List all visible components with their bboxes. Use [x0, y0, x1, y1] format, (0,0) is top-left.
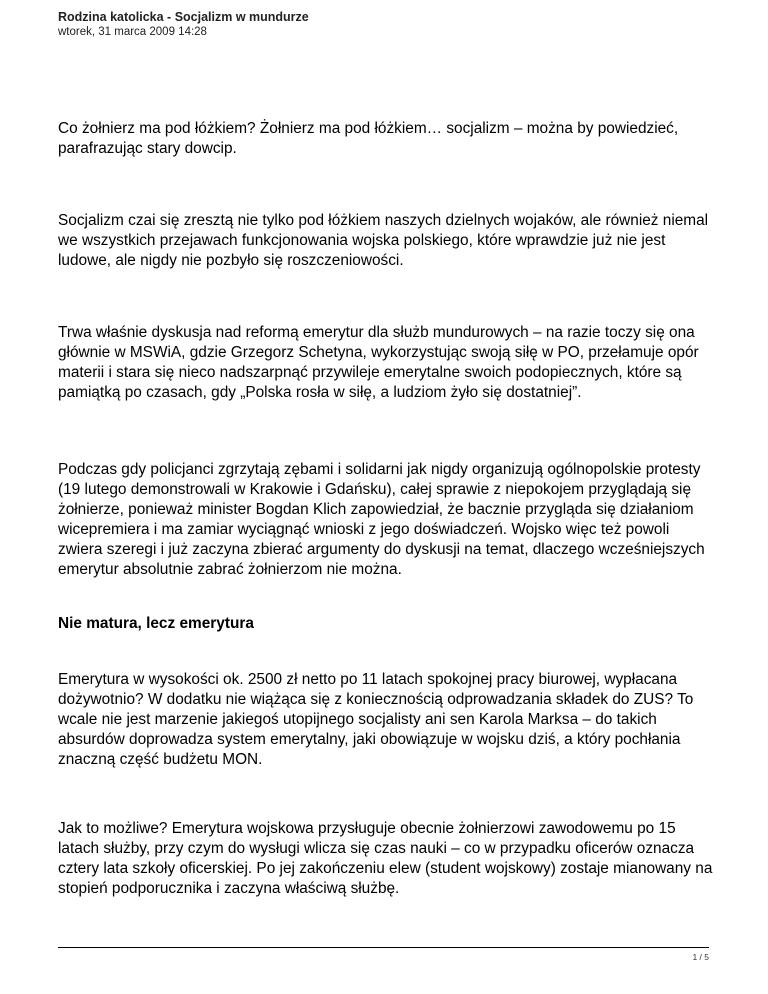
document-date: wtorek, 31 marca 2009 14:28: [58, 26, 207, 38]
paragraph-5: Emerytura w wysokości ok. 2500 zł netto po 11 latach spokojnej pracy biurowej, wypłacana dożywotnio? W dodatku nie wiążąca się z koniecznością odprowadzania składek do ZUS? To wcale nie jest marzenie jakiegoś utopijnego socjalisty ani sen Karola Marksa – do takich absurdów doprowadza system emerytalny, jaki obowiązuje w wojsku dziś, a który pochłania znaczną część budżetu MON.: [58, 671, 694, 768]
page-header: [58, 9, 309, 39]
footer-divider: [58, 947, 709, 948]
paragraph-1: Co żołnierz ma pod łóżkiem? Żołnierz ma pod łóżkiem… socjalizm – można by powiedzieć, parafrazując stary dowcip.: [58, 120, 679, 157]
paragraph-4: Podczas gdy policjanci zgrzytają zębami i solidarni jak nigdy organizują ogólnopolskie protesty (19 lutego demonstrowali w Krakowie i Gdańsku), całej sprawie z niepokojem przyglądają się żołnierze, ponieważ minister Bogdan Klich zapowiedział, że bacznie przygląda się działaniom wicepremiera i ma zamiar wyciągnąć wnioski z jego doświadczeń. Wojsko więc też powoli zwiera szeregi i już zaczyna zbierać argumenty do dyskusji na temat, dlaczego wcześniejszych emerytur absolutnie zabrać żołnierzom nie można.: [58, 461, 705, 578]
page-number: 1 / 5: [692, 952, 709, 962]
paragraph-3: Trwa właśnie dyskusja nad reformą emerytur dla służb mundurowych – na razie toczy się ona głównie w MSWiA, gdzie Grzegorz Schetyna, wykorzystując swoją siłę w PO, przełamuje opór materii i stara się nieco nadszarpnąć przywileje emerytalne swoich podopiecznych, które są pamiątką po czasach, gdy „Polska rosła w siłę, a ludziom żyło się dostatniej”.: [58, 324, 699, 401]
section-heading: Nie matura, lecz emerytura: [58, 615, 254, 632]
paragraph-2: Socjalizm czai się zresztą nie tylko pod łóżkiem naszych dzielnych wojaków, ale również niemal we wszystkich przejawach funkcjonowania wojska polskiego, które wprawdzie już nie jest ludowe, ale nigdy nie pozbyło się roszczeniowości.: [58, 212, 709, 269]
document-title: Rodzina katolicka - Socjalizm w mundurze: [58, 10, 309, 24]
paragraph-6: Jak to możliwe? Emerytura wojskowa przysługuje obecnie żołnierzowi zawodowemu po 15 latach służby, przy czym do wysługi wlicza się czas nauki – co w przypadku oficerów oznacza cztery lata szkoły oficerskiej. Po jej zakończeniu elew (student wojskowy) zostaje mianowany na stopień podporucznika i zaczyna właściwą służbę.: [58, 820, 713, 897]
